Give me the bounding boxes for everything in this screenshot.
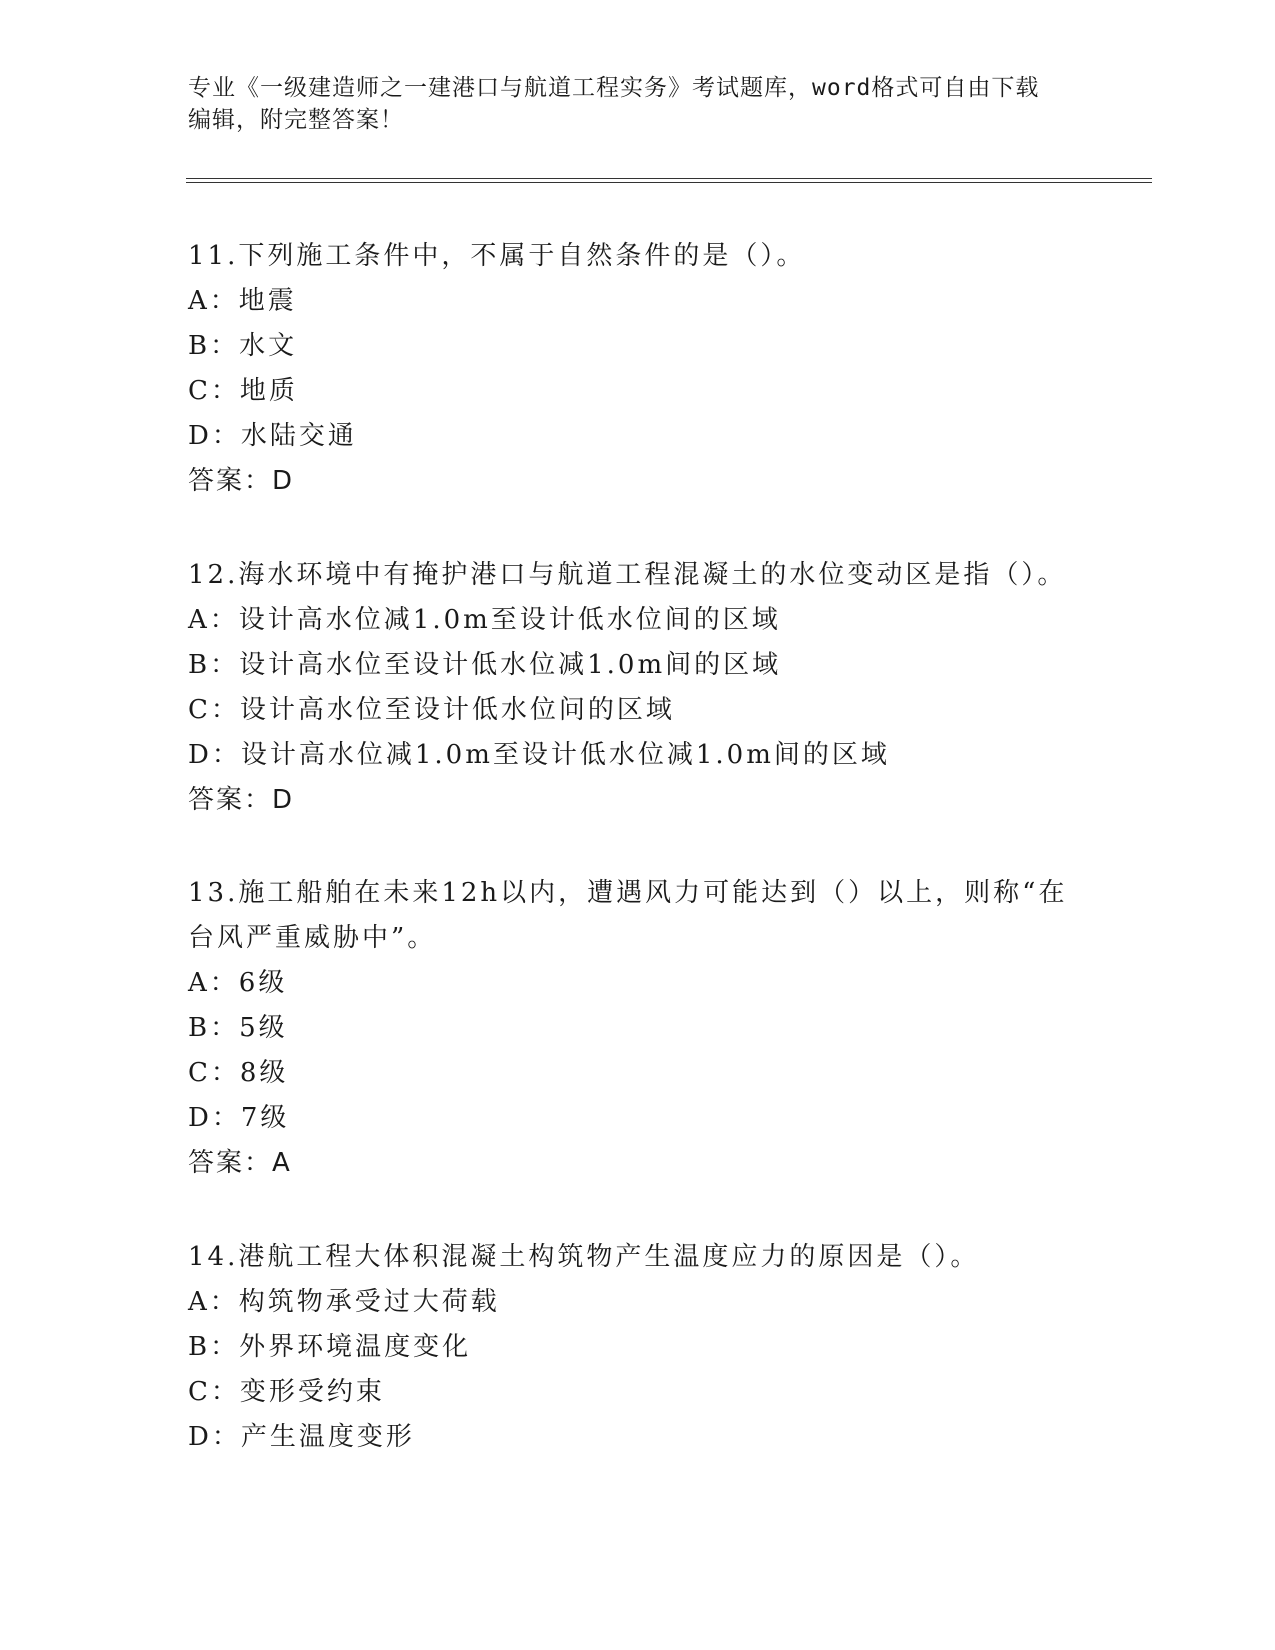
header-divider-top bbox=[186, 178, 1152, 179]
question-13 bbox=[188, 871, 1188, 1186]
question-title-continued: 台风严重威胁中”。 bbox=[188, 923, 437, 953]
option-c: C：8级 bbox=[188, 1058, 289, 1088]
option-c: C：变形受约束 bbox=[188, 1377, 385, 1407]
option-b: B：外界环境温度变化 bbox=[188, 1332, 472, 1362]
option-a: A：6级 bbox=[188, 968, 288, 998]
option-a: A：地震 bbox=[188, 286, 297, 316]
answer: 答案：D bbox=[188, 785, 295, 815]
option-d: D：设计高水位减1.0m至设计低水位减1.0m间的区域 bbox=[188, 740, 890, 770]
option-d: D：水陆交通 bbox=[188, 421, 357, 451]
option-a: A：构筑物承受过大荷载 bbox=[188, 1287, 500, 1317]
option-c: C：地质 bbox=[188, 376, 298, 406]
option-d: D：7级 bbox=[188, 1103, 290, 1133]
option-b: B：水文 bbox=[188, 331, 298, 361]
question-11 bbox=[188, 234, 1188, 504]
option-b: B：设计高水位至设计低水位减1.0m间的区域 bbox=[188, 650, 782, 680]
question-title: 13.施工船舶在未来12h以内，遭遇风力可能达到（）以上，则称“在 bbox=[188, 878, 1068, 908]
question-12 bbox=[188, 553, 1188, 823]
option-a: A：设计高水位减1.0m至设计低水位间的区域 bbox=[188, 605, 781, 635]
question-title: 12.海水环境中有掩护港口与航道工程混凝土的水位变动区是指（）。 bbox=[188, 560, 1067, 590]
question-title: 11.下列施工条件中，不属于自然条件的是（）。 bbox=[188, 241, 806, 271]
header-line-1: 专业《一级建造师之一建港口与航道工程实务》考试题库，word格式可自由下载 bbox=[188, 75, 1040, 101]
answer: 答案：A bbox=[188, 1148, 292, 1178]
option-c: C：设计高水位至设计低水位问的区域 bbox=[188, 695, 675, 725]
question-14 bbox=[188, 1235, 1188, 1460]
question-title: 14.港航工程大体积混凝土构筑物产生温度应力的原因是（）。 bbox=[188, 1242, 980, 1272]
option-b: B：5级 bbox=[188, 1013, 288, 1043]
option-d: D：产生温度变形 bbox=[188, 1422, 415, 1452]
document-header bbox=[188, 72, 1088, 136]
header-divider-bottom bbox=[186, 182, 1152, 183]
answer: 答案：D bbox=[188, 466, 295, 496]
header-line-2: 编辑，附完整答案！ bbox=[188, 107, 404, 133]
